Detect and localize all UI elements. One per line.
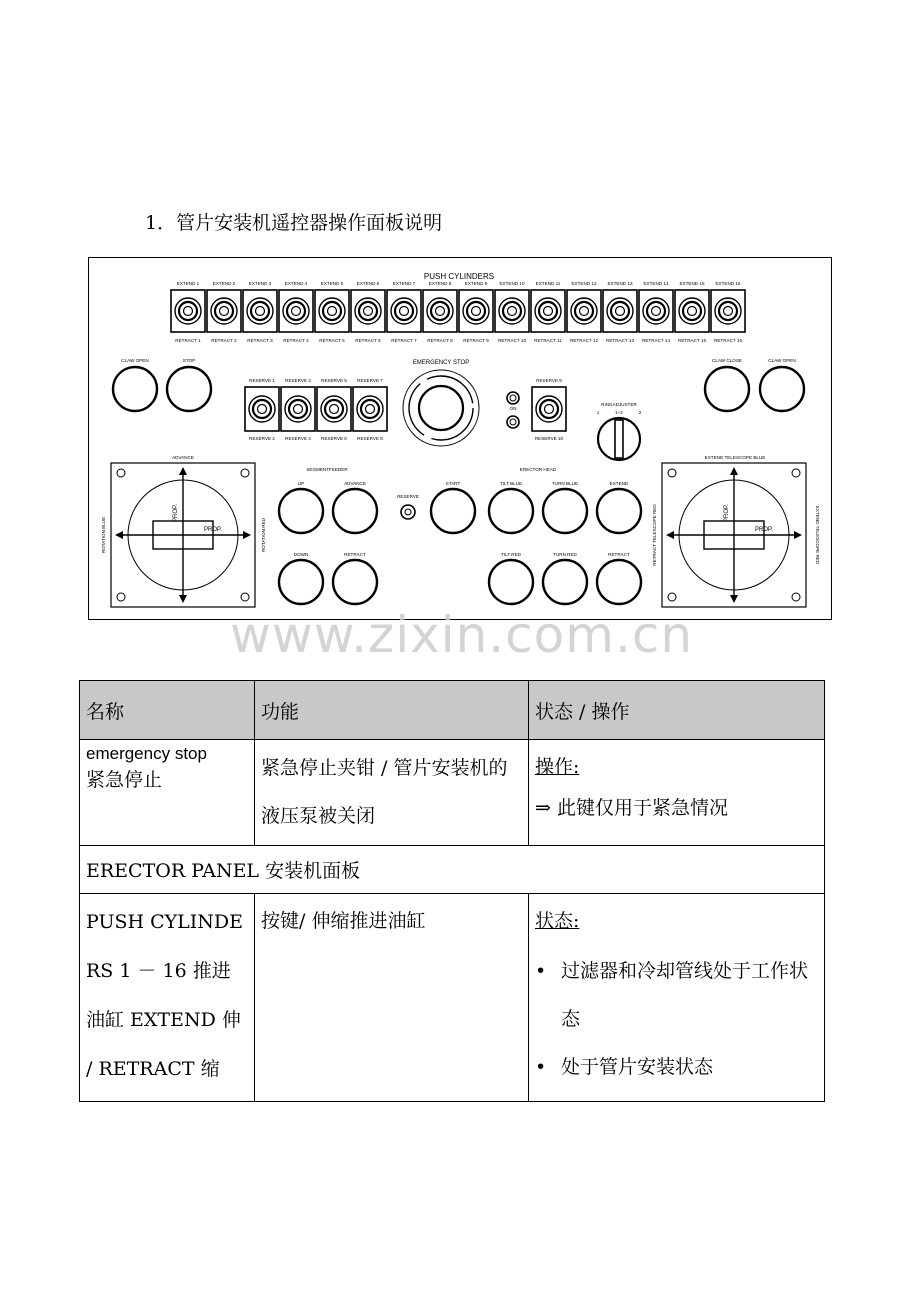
- retract-button[interactable]: [333, 560, 377, 604]
- table-header-row: [80, 681, 825, 740]
- turn-red-button[interactable]: [543, 560, 587, 604]
- watermark: www.zixin.com.cn: [230, 606, 694, 664]
- table-row: [80, 894, 825, 1102]
- retract-label: RETRACT 1: [175, 338, 201, 343]
- bullet-dot: •: [535, 1056, 547, 1078]
- reserve-label: RESERVE 1: [249, 378, 275, 383]
- retract-label: RETRACT 16: [714, 338, 742, 343]
- name-english: emergency stop: [86, 744, 207, 763]
- retract-telescope-red-label: RETRACT TELESCOPE RED: [652, 504, 657, 566]
- reserve-label: RESERVE 2: [249, 436, 275, 441]
- turn-red-label: TURN RED: [553, 552, 577, 557]
- prop-label: PROP.: [173, 504, 179, 522]
- function-text: 按键/ 伸缩推进油缸: [261, 910, 426, 932]
- cell-name: [80, 894, 255, 1102]
- extend-label: EXTEND 7: [392, 281, 416, 286]
- section-label: ERECTOR PANEL 安装机面板: [80, 846, 825, 894]
- retract-erector-button[interactable]: [597, 560, 641, 604]
- cell-name: [80, 740, 255, 846]
- push-cylinder-toggle[interactable]: [711, 290, 745, 332]
- reserve-9-label: RESERVE 9: [536, 378, 562, 383]
- extend-label: EXTEND 16: [715, 281, 741, 286]
- extend-label: EXTEND: [609, 481, 629, 486]
- retract-label: RETRACT 6: [355, 338, 381, 343]
- cell-function: [255, 740, 529, 846]
- push-cylinder-toggle[interactable]: [207, 290, 241, 332]
- push-cylinder-toggle[interactable]: [171, 290, 205, 332]
- push-cylinder-toggle[interactable]: [279, 290, 313, 332]
- reserve-label: RESERVE 3: [285, 378, 311, 383]
- down-label: DOWN: [293, 552, 309, 557]
- reserve-label: RESERVE 5: [321, 378, 347, 383]
- extend-label: EXTEND 4: [284, 281, 308, 286]
- retract-label: RETRACT 3: [247, 338, 273, 343]
- reserve-label: RESERVE 8: [357, 436, 383, 441]
- emergency-stop-button[interactable]: [419, 386, 463, 430]
- claw-close-button[interactable]: [705, 367, 749, 411]
- bullet-dot: •: [535, 960, 547, 982]
- header-status: 状态 / 操作: [529, 681, 825, 740]
- extend-label: EXTEND 2: [212, 281, 236, 286]
- down-button[interactable]: [279, 560, 323, 604]
- function-text: 紧急停止夹钳 / 管片安装机的液压泵被关闭: [261, 757, 508, 827]
- push-cylinder-toggle[interactable]: [639, 290, 673, 332]
- extend-label: EXTEND 5: [320, 281, 344, 286]
- status-bullet: [535, 947, 818, 1043]
- stop-button[interactable]: [167, 367, 211, 411]
- retract-label: RETRACT 8: [427, 338, 453, 343]
- extend-button[interactable]: [597, 489, 641, 533]
- retract-label: RETRACT 15: [678, 338, 706, 343]
- reserve-toggle[interactable]: [245, 387, 279, 431]
- retract-button-label: RETRACT: [344, 552, 366, 557]
- claw-open-label: CLAW OPEN: [121, 358, 149, 363]
- operation-text: ⇒ 此键仅用于紧急情况: [535, 797, 728, 819]
- panel-drawing: [89, 258, 833, 621]
- retract-label: RETRACT 7: [391, 338, 417, 343]
- claw-close-label: CLAW CLOSE: [712, 358, 742, 363]
- section-row: [80, 846, 825, 894]
- extend-label: EXTEND 15: [679, 281, 705, 286]
- retract-label: RETRACT 11: [534, 338, 562, 343]
- name-chinese: 紧急停止: [86, 769, 163, 791]
- ring-position-label: 1: [596, 410, 600, 415]
- claw-open-button[interactable]: [113, 367, 157, 411]
- table-row: [80, 740, 825, 846]
- extend-label: EXTEND 3: [248, 281, 272, 286]
- retract-label: RETRACT 14: [642, 338, 670, 343]
- push-cylinder-toggle[interactable]: [387, 290, 421, 332]
- status-bullet: [535, 1043, 818, 1091]
- tilt-blue-button[interactable]: [489, 489, 533, 533]
- ring-position-label: 2: [638, 410, 642, 415]
- advance-label: ADVANCE: [172, 455, 194, 460]
- cell-function: [255, 894, 529, 1102]
- extend-label: EXTEND 1: [176, 281, 200, 286]
- bullet-text: 过滤器和冷却管线处于工作状态: [561, 960, 809, 1030]
- extend-label: EXTEND 9: [464, 281, 488, 286]
- status-title: 状态:: [535, 910, 580, 932]
- push-cylinder-toggle[interactable]: [531, 290, 565, 332]
- stop-label: STOP: [182, 358, 196, 363]
- reserve-9-10-toggle[interactable]: [532, 387, 566, 431]
- prop-label: PROP.: [204, 527, 222, 533]
- turn-blue-button[interactable]: [543, 489, 587, 533]
- erector-control-panel: [88, 257, 832, 620]
- reserve-label: RESERVE 4: [285, 436, 311, 441]
- claw-open-right-label: CLAW OPEN: [768, 358, 796, 363]
- extend-label: EXTEND 13: [607, 281, 633, 286]
- retract-label: RETRACT 5: [319, 338, 345, 343]
- extend-label: EXTEND 8: [428, 281, 452, 286]
- operation-title: 操作:: [535, 756, 580, 778]
- extend-label: EXTEND 12: [571, 281, 597, 286]
- push-cylinder-toggle[interactable]: [423, 290, 457, 332]
- tilt-blue-label: TILT BLUE: [499, 481, 523, 486]
- rotation-blue-label: ROTATION BLUE: [101, 516, 106, 554]
- reserve-label: RESERVE 6: [321, 436, 347, 441]
- push-cylinders-title: PUSH CYLINDERS: [423, 272, 495, 281]
- extend-telescope-red-label: EXTEND TELESCOPE RED: [815, 505, 820, 565]
- up-label: UP: [297, 481, 305, 486]
- push-cylinder-toggle[interactable]: [351, 290, 385, 332]
- extend-label: EXTEND 14: [643, 281, 669, 286]
- ring-position-label: 1+2: [615, 410, 623, 415]
- on-label: ON: [509, 406, 517, 411]
- push-cylinder-toggle[interactable]: [495, 290, 529, 332]
- push-cylinder-toggle[interactable]: [315, 290, 349, 332]
- extend-telescope-blue-label: EXTEND TELESCOPE BLUE: [704, 455, 766, 460]
- emergency-stop-label: EMERGENCY STOP: [412, 360, 470, 366]
- retract-label: RETRACT 2: [211, 338, 237, 343]
- rotation-red-label: ROTATION RED: [261, 517, 266, 553]
- advance-button-label: ADVANCE: [344, 481, 366, 486]
- description-table: [79, 680, 825, 1102]
- erector-head-label: ERECTOR HEAD: [519, 467, 557, 472]
- ringadjuster-handle: [615, 420, 623, 458]
- header-name: 名称: [80, 681, 255, 740]
- retract-label: RETRACT 12: [570, 338, 598, 343]
- indicator-lamp: [507, 392, 519, 404]
- header-function: 功能: [255, 681, 529, 740]
- push-cylinder-toggle[interactable]: [243, 290, 277, 332]
- push-cylinder-toggle[interactable]: [459, 290, 493, 332]
- prop-label: PROP.: [755, 527, 773, 533]
- reserve-10-label: RESERVE 10: [534, 436, 564, 441]
- prop-label: PROP.: [724, 504, 730, 522]
- extend-label: EXTEND 10: [499, 281, 525, 286]
- advance-button[interactable]: [333, 489, 377, 533]
- page-heading: 1．管片安装机遥控器操作面板说明: [145, 212, 443, 234]
- cell-operation: [529, 740, 825, 846]
- retract-label: RETRACT 13: [606, 338, 634, 343]
- turn-blue-label: TURN BLUE: [551, 481, 579, 486]
- push-cylinder-toggle[interactable]: [603, 290, 637, 332]
- cell-status: [529, 894, 825, 1102]
- retract-label: RETRACT 9: [463, 338, 489, 343]
- push-cylinders-name: PUSH CYLINDERS 1 － 16 推进油缸 EXTEND 伸 / RETRACT 缩: [86, 911, 244, 1080]
- reserve-small-label: RESERVE: [397, 494, 419, 499]
- bullet-text: 处于管片安装状态: [561, 1056, 714, 1078]
- reserve-small-button[interactable]: [401, 505, 415, 519]
- ringadjuster-label: RINGADJUSTER: [601, 402, 637, 407]
- segmentfeeder-label: SEGMENTFEEDER: [306, 467, 348, 472]
- reserve-toggle[interactable]: [281, 387, 315, 431]
- retract-label: RETRACT 4: [283, 338, 309, 343]
- reserve-label: RESERVE 7: [357, 378, 383, 383]
- tilt-red-button[interactable]: [489, 560, 533, 604]
- start-label: START: [445, 481, 461, 486]
- indicator-lamp: [507, 416, 519, 428]
- start-button[interactable]: [431, 489, 475, 533]
- retract-label: RETRACT: [608, 552, 630, 557]
- extend-label: EXTEND 11: [535, 281, 561, 286]
- reserve-toggle[interactable]: [353, 387, 387, 431]
- push-cylinder-toggle[interactable]: [567, 290, 601, 332]
- retract-label: RETRACT 10: [498, 338, 526, 343]
- claw-open-right-button[interactable]: [760, 367, 804, 411]
- reserve-toggle[interactable]: [317, 387, 351, 431]
- push-cylinder-toggle[interactable]: [675, 290, 709, 332]
- up-button[interactable]: [279, 489, 323, 533]
- tilt-red-label: TILT RED: [501, 552, 521, 557]
- extend-label: EXTEND 6: [356, 281, 380, 286]
